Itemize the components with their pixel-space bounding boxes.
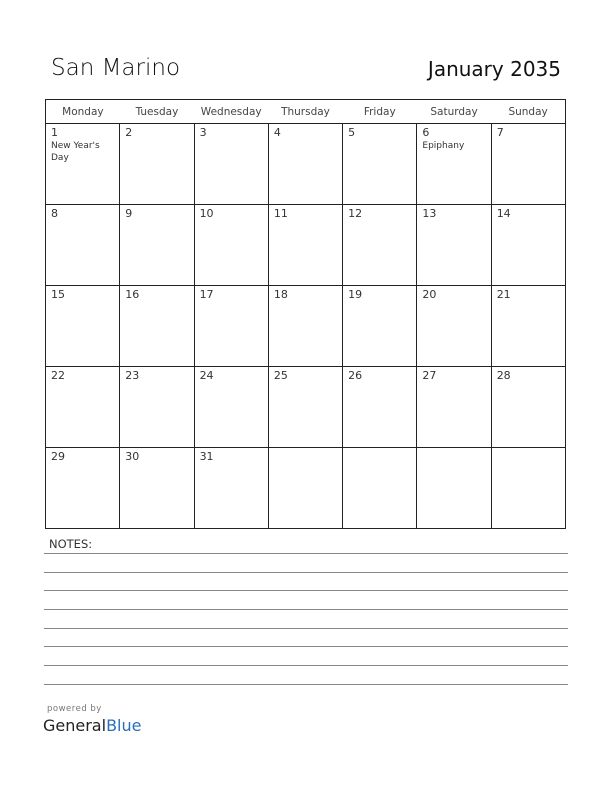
calendar-week-row: [46, 124, 566, 205]
day-number: 27: [422, 369, 437, 382]
day-number: 17: [199, 288, 214, 301]
holiday-label: Epiphany: [422, 141, 465, 151]
calendar-day-cell: [268, 124, 342, 205]
calendar-day-cell: [417, 448, 491, 529]
notes-line: [44, 553, 568, 554]
notes-label: NOTES:: [49, 537, 93, 551]
calendar-day-cell: [343, 124, 417, 205]
calendar-week-row: [46, 367, 566, 448]
day-number: 15: [51, 288, 65, 301]
calendar-day-cell: [46, 205, 120, 286]
day-number: 16: [125, 288, 140, 301]
brand-general: General: [43, 716, 107, 735]
day-number: 26: [348, 369, 363, 382]
calendar-day-cell: [120, 367, 194, 448]
calendar-week-row: [46, 448, 566, 529]
calendar-day-cell: [417, 205, 491, 286]
calendar-day-cell: [417, 367, 491, 448]
day-number: 20: [422, 288, 437, 301]
calendar-week-row: [46, 286, 566, 367]
calendar-day-cell: [194, 124, 268, 205]
day-number: 28: [496, 369, 511, 382]
notes-line: [44, 684, 568, 685]
calendar-day-cell: [343, 367, 417, 448]
calendar-grid: [45, 99, 566, 529]
calendar-day-cell: [120, 448, 194, 529]
day-number: 9: [125, 207, 133, 220]
weekday-sunday: Sunday: [491, 100, 565, 124]
calendar-day-cell: [491, 286, 565, 367]
day-number: 6: [422, 126, 430, 139]
powered-by-text: powered by: [47, 704, 102, 714]
weekday-header-row: [46, 100, 566, 124]
day-number: 21: [496, 288, 511, 301]
calendar-day-cell: [194, 448, 268, 529]
day-number: 12: [348, 207, 363, 220]
day-number: 30: [125, 450, 140, 463]
day-number: 10: [199, 207, 214, 220]
weekday-tuesday: Tuesday: [120, 100, 194, 124]
calendar-day-cell: [194, 286, 268, 367]
calendar-day-cell: [491, 448, 565, 529]
calendar-day-cell: [268, 448, 342, 529]
day-number: 24: [199, 369, 214, 382]
calendar-day-cell: [491, 367, 565, 448]
day-number: 23: [125, 369, 140, 382]
notes-line: [44, 628, 568, 629]
calendar-day-cell: [343, 448, 417, 529]
day-number: 13: [422, 207, 437, 220]
day-number: 22: [51, 369, 65, 382]
day-number: 19: [348, 288, 363, 301]
day-number: 1: [51, 126, 58, 139]
calendar-day-cell: [417, 124, 491, 205]
day-number: 25: [273, 369, 288, 382]
day-number: 11: [273, 207, 288, 220]
day-number: 14: [496, 207, 511, 220]
day-number: 5: [348, 126, 356, 139]
calendar-day-cell: [343, 286, 417, 367]
brand-blue: Blue: [106, 716, 142, 735]
calendar-day-cell: [46, 448, 120, 529]
day-number: 4: [273, 126, 281, 139]
weekday-wednesday: Wednesday: [194, 100, 268, 124]
calendar-day-cell: [194, 367, 268, 448]
weekday-thursday: Thursday: [268, 100, 342, 124]
calendar-day-cell: [120, 124, 194, 205]
day-number: 31: [199, 450, 214, 463]
calendar-day-cell: [268, 286, 342, 367]
calendar-day-cell: [194, 205, 268, 286]
day-number: 2: [125, 126, 133, 139]
calendar-day-cell: [268, 205, 342, 286]
calendar-day-cell: [46, 367, 120, 448]
notes-line: [44, 572, 568, 573]
calendar-day-cell: [268, 367, 342, 448]
calendar-week-row: [46, 205, 566, 286]
day-number: 29: [51, 450, 65, 463]
calendar-day-cell: [491, 124, 565, 205]
calendar-day-cell: [120, 205, 194, 286]
calendar-country-title: San Marino: [51, 55, 181, 81]
calendar-day-cell: [46, 286, 120, 367]
day-number: 3: [199, 126, 207, 139]
holiday-label: New Year's Day: [51, 141, 100, 163]
calendar-day-cell: [417, 286, 491, 367]
day-number: 8: [51, 207, 58, 220]
weekday-monday: Monday: [46, 100, 120, 124]
generalblue-logo: [43, 716, 141, 735]
calendar-day-cell: [491, 205, 565, 286]
weekday-saturday: Saturday: [417, 100, 491, 124]
calendar-day-cell: [120, 286, 194, 367]
notes-line: [44, 590, 568, 591]
notes-line: [44, 609, 568, 610]
weekday-friday: Friday: [343, 100, 417, 124]
calendar-day-cell: [46, 124, 120, 205]
day-number: 18: [273, 288, 288, 301]
calendar-day-cell: [343, 205, 417, 286]
calendar-month-year: January 2035: [427, 57, 561, 81]
day-number: 7: [496, 126, 504, 139]
notes-line: [44, 646, 568, 647]
notes-line: [44, 665, 568, 666]
